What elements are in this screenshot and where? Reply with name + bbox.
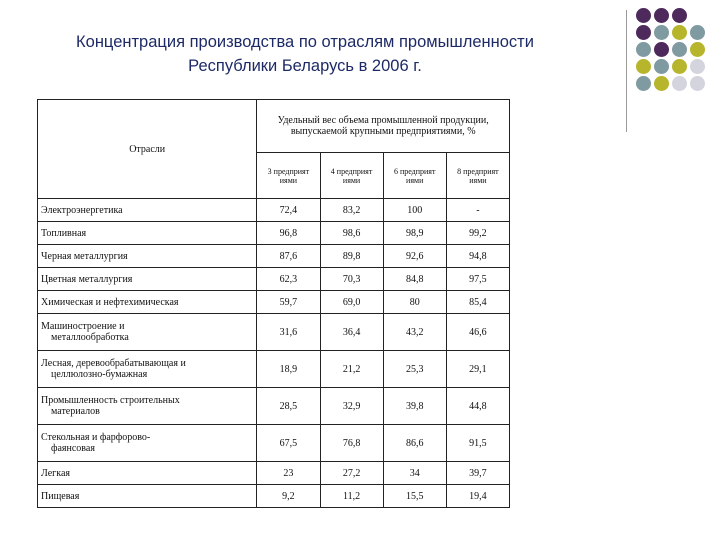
decor-dot [672,59,687,74]
slide-title [20,30,590,78]
share-value: 36,4 [320,314,383,351]
decor-dot [654,76,669,91]
decor-dot [654,59,669,74]
share-value: 91,5 [446,425,509,462]
share-value: 23 [257,462,320,485]
industry-name-line: целлюлозно-бумажная [51,369,148,380]
table-row [38,222,510,245]
decor-dot [654,8,669,23]
table-row [38,462,510,485]
industry-name-line: Топливная [41,227,87,239]
share-value: 18,9 [257,351,320,388]
decor-dot [672,42,687,57]
industry-name-line: фаянсовая [51,443,95,454]
table-row [38,388,510,425]
table-row [38,199,510,222]
share-value: 34 [383,462,446,485]
share-value: 46,6 [446,314,509,351]
share-value: 100 [383,199,446,222]
concentration-table [37,99,510,508]
title-line-2: Республики Беларусь в 2006 г. [188,57,422,75]
industry-name [38,462,257,485]
share-value: 67,5 [257,425,320,462]
industry-name-line: Машиностроение и [41,321,125,332]
table-row [38,291,510,314]
decor-dot [636,59,651,74]
table-row [38,245,510,268]
industry-name-line: Промышленность строительных [41,395,180,406]
share-value: 11,2 [320,485,383,508]
industry-name-line: Лесная, деревообрабатывающая и [41,358,186,369]
decor-dot [636,42,651,57]
decor-divider [626,10,627,132]
industry-name [38,485,257,508]
group-header: Удельный вес объема промышленной продукции, выпускаемой крупными предприятиями, % [257,100,510,153]
industry-name [38,425,257,462]
decor-dot [672,8,687,23]
industry-name-line: Цветная металлургия [41,273,133,285]
share-value: 76,8 [320,425,383,462]
column-header: 8 предприят иями [446,153,509,199]
decor-dot [636,76,651,91]
industry-name-line: Химическая и нефтехимическая [41,296,179,308]
share-value: 39,7 [446,462,509,485]
decor-dot [690,25,705,40]
industry-name-line: металлообработка [51,332,129,343]
share-value: 96,8 [257,222,320,245]
share-value: 87,6 [257,245,320,268]
decor-dot [690,59,705,74]
industry-name [38,314,257,351]
share-value: 86,6 [383,425,446,462]
share-value: 99,2 [446,222,509,245]
title-line-1: Концентрация производства по отраслям промышленности [76,33,534,51]
industry-name [38,388,257,425]
share-value: 28,5 [257,388,320,425]
industry-name-line: материалов [51,406,100,417]
decor-dot [690,8,705,23]
rows-header: Отрасли [38,100,257,199]
industry-name [38,268,257,291]
share-value: 59,7 [257,291,320,314]
share-value: 27,2 [320,462,383,485]
industry-name [38,245,257,268]
column-header: 6 предприят иями [383,153,446,199]
share-value: 92,6 [383,245,446,268]
industry-name-line: Пищевая [41,490,80,502]
column-header: 4 предприят иями [320,153,383,199]
share-value: 85,4 [446,291,509,314]
decor-dot [636,8,651,23]
share-value: 9,2 [257,485,320,508]
industry-name [38,222,257,245]
decor-dot [672,76,687,91]
share-value: 83,2 [320,199,383,222]
share-value: 31,6 [257,314,320,351]
decor-dot [672,25,687,40]
decor-dot [690,42,705,57]
share-value: 98,6 [320,222,383,245]
industry-name-line: Электроэнергетика [41,204,123,216]
share-value: 94,8 [446,245,509,268]
table-row [38,268,510,291]
decor-dot [654,25,669,40]
industry-name [38,199,257,222]
share-value: 39,8 [383,388,446,425]
share-value: 21,2 [320,351,383,388]
industry-name [38,351,257,388]
share-value: 98,9 [383,222,446,245]
table-body [38,199,510,508]
decor-dot [690,76,705,91]
industry-name-line: Легкая [41,467,70,479]
share-value: 80 [383,291,446,314]
column-header: 3 предприят иями [257,153,320,199]
share-value: 43,2 [383,314,446,351]
share-value: 29,1 [446,351,509,388]
share-value: 97,5 [446,268,509,291]
share-value: 44,8 [446,388,509,425]
table-row [38,425,510,462]
share-value: 15,5 [383,485,446,508]
share-value: 32,9 [320,388,383,425]
industry-name-line: Черная металлургия [41,250,128,262]
table-row [38,485,510,508]
share-value: 84,8 [383,268,446,291]
table-row [38,314,510,351]
share-value: 62,3 [257,268,320,291]
share-value: 89,8 [320,245,383,268]
industry-name [38,291,257,314]
decor-dot [654,42,669,57]
industry-name-line: Стекольная и фарфорово- [41,432,151,443]
table-row [38,351,510,388]
share-value: 70,3 [320,268,383,291]
share-value: 19,4 [446,485,509,508]
decor-dot-grid [636,8,705,91]
decor-dot [636,25,651,40]
share-value: 25,3 [383,351,446,388]
share-value: 69,0 [320,291,383,314]
share-value: 72,4 [257,199,320,222]
share-value: - [446,199,509,222]
